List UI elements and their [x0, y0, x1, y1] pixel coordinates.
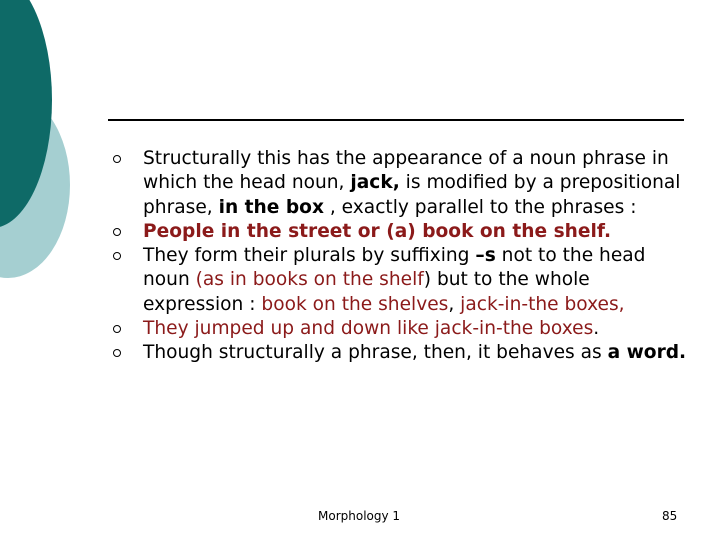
text-run: Structurally this has the appearance of a noun phrase in which the head noun,: [143, 148, 669, 194]
text-run-bold: jack,: [350, 172, 400, 194]
text-run-bold: –s: [475, 245, 496, 267]
text-run: is modified by a prepositional phrase,: [143, 172, 681, 218]
text-run: .: [593, 318, 600, 340]
text-run-red: book on the shelves: [261, 293, 449, 315]
text-run: ,: [448, 293, 461, 315]
text-run: They form their plurals by suffixing: [143, 245, 476, 267]
bullet-circle-icon: [113, 155, 121, 163]
bullet-structure: [112, 147, 692, 220]
footer-title: Morphology 1: [318, 509, 401, 523]
bullet-example-phrases: [112, 220, 692, 244]
bullet-plurals: [112, 244, 692, 317]
bullet-circle-icon: [113, 325, 121, 333]
text-run-red: They jumped up and down like jack-in-the boxes: [143, 318, 594, 340]
text-run-bold: in the box: [218, 196, 324, 218]
text-run: , exactly parallel to the phrases :: [323, 196, 637, 218]
text-run-red: (as in books on the shelf: [195, 269, 424, 291]
title-divider: [108, 119, 684, 121]
text-run-bold: a word.: [607, 342, 687, 364]
bullet-conclusion: [112, 341, 692, 365]
text-run-red: jack-in-the boxes,: [460, 293, 625, 315]
bullet-circle-icon: [113, 252, 121, 260]
bullet-list: [112, 147, 692, 366]
text-run: not to the head noun: [143, 245, 646, 291]
bullet-circle-icon: [113, 349, 121, 357]
text-run: ) but to the whole expression :: [143, 269, 590, 315]
text-run-bold-red: People in the street or (a) book on the shelf.: [143, 220, 612, 242]
decorative-circles: [0, 0, 120, 300]
page-number: 85: [662, 509, 678, 523]
bullet-jumped-example: [112, 317, 692, 341]
bullet-circle-icon: [113, 228, 121, 236]
text-run: Though structurally a phrase, then, it behaves as: [143, 342, 608, 364]
